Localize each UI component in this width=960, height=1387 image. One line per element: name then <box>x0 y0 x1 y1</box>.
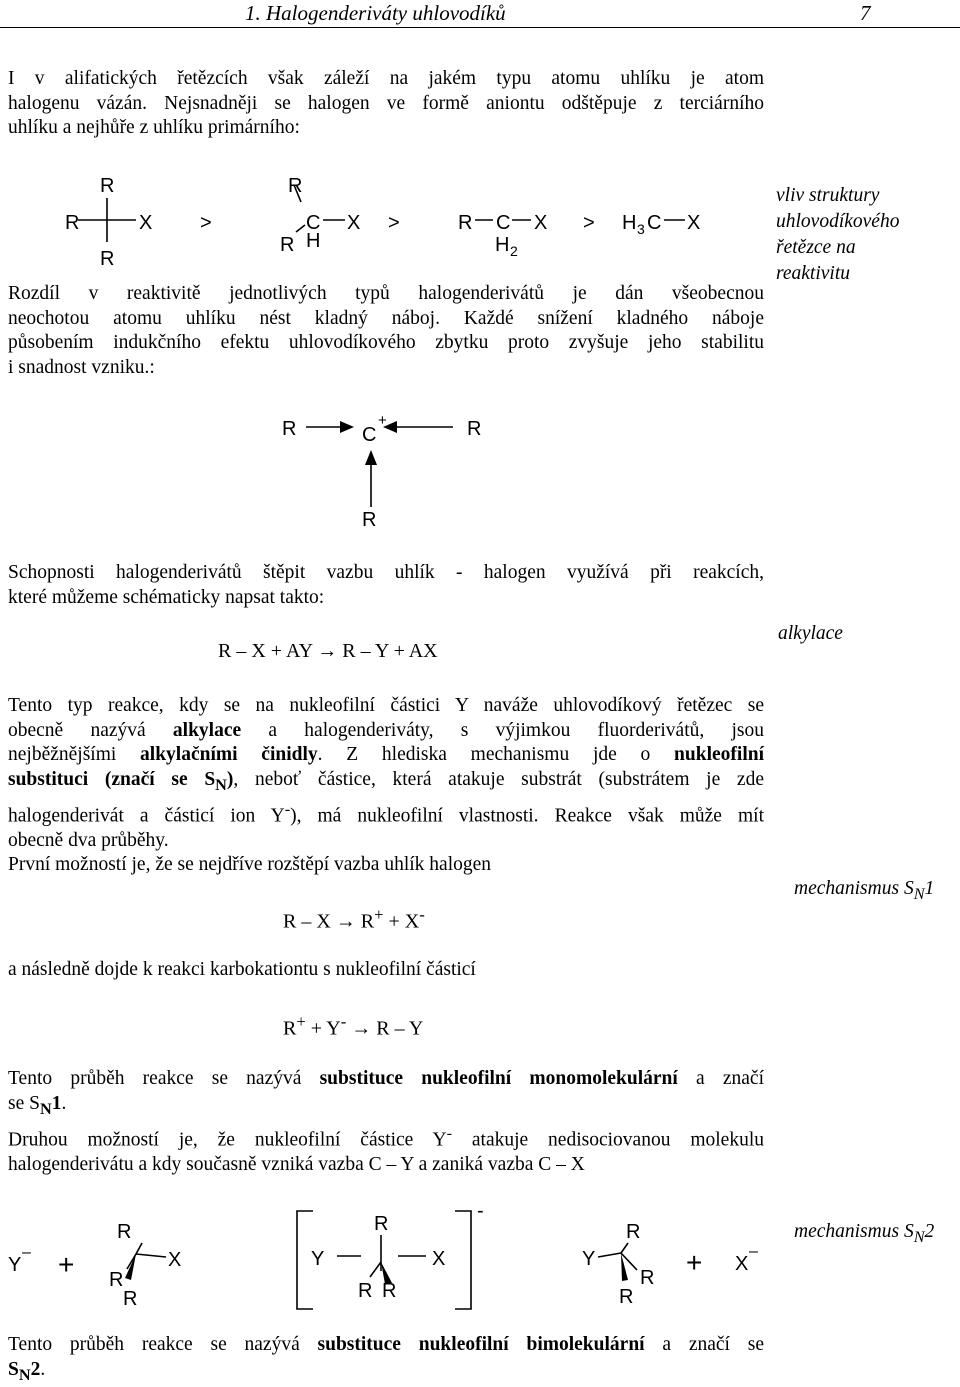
atom-R: R <box>467 418 482 440</box>
transition-state-charge: - <box>477 1205 484 1222</box>
text-line <box>8 768 764 797</box>
term-alkylating-agents: alkylačními činidly <box>140 744 318 765</box>
text-span: a značí se <box>644 1334 764 1355</box>
text-span: atakuje nedisociovanou molekulu <box>452 1129 764 1151</box>
margin-note-line: vliv struktury <box>776 185 880 206</box>
text-line: Rozdíl v reaktivitě jednotlivých typů halogenderivátů je dán všeobecnou <box>8 283 764 304</box>
text-span: a halogenderiváty, s výjimkou fluorderivátů, jsou <box>241 719 764 741</box>
text-line <box>8 743 764 768</box>
text-span: . <box>61 1092 67 1114</box>
text-span: → R – Y <box>346 1017 424 1040</box>
margin-note-line: reaktivitu <box>776 263 851 284</box>
text-span: mechanismus S <box>794 878 914 899</box>
subscript-2: 2 <box>510 243 518 259</box>
atom-R: R <box>358 1280 373 1302</box>
ionization-equation <box>283 905 425 934</box>
text-span: + Y <box>305 1017 341 1040</box>
atom-R: R <box>640 1267 655 1289</box>
text-line: působením indukčního efektu uhlovodíkového zbytku proto zvyšuje jeho stabilitu <box>8 332 764 353</box>
atom-X: X <box>432 1248 446 1270</box>
superscript-minus: – <box>749 1243 758 1260</box>
header-rule <box>0 27 960 28</box>
margin-note-sn1 <box>794 876 934 907</box>
reactivity-order-scheme <box>50 168 730 278</box>
nucleophile-Y: Y <box>311 1248 325 1270</box>
text-span: obecně nazývá <box>8 719 173 741</box>
atom-R: R <box>374 1213 389 1235</box>
margin-note-line: řetězce na <box>776 237 856 258</box>
text-span: substituci (značí se S <box>8 768 216 790</box>
text-span: ), má nukleofilní vlastnosti. Reakce však může mít <box>290 805 764 827</box>
atom-R: R <box>123 1288 138 1310</box>
term-sn2: substituce nukleofilní bimolekulární <box>317 1334 645 1355</box>
page-number: 7 <box>860 1 871 25</box>
text-line <box>8 719 764 744</box>
paragraph-sn1-definition <box>8 1067 764 1177</box>
text-span: , neboť částice, která atakuje substrát (substrátem je zde <box>233 768 764 790</box>
margin-note-structure <box>776 183 899 287</box>
text-line: I v alifatických řetězcích však záleží na jakém typu atomu uhlíku je atom <box>8 68 764 89</box>
carbocation-equation <box>283 1012 423 1041</box>
text-line: a následně dojde k reakci karbokationtu s nukleofilní částicí <box>8 959 476 980</box>
atom-R: R <box>458 212 473 234</box>
atom-R: R <box>280 234 295 256</box>
superscript-minus: – <box>22 1244 31 1261</box>
atom-X: X <box>534 212 548 234</box>
atom-H: H <box>306 230 321 252</box>
text-span: R <box>283 1017 297 1040</box>
margin-note-line: uhlovodíkového <box>776 211 900 232</box>
subscript-3: 3 <box>637 221 645 237</box>
atom-R: R <box>626 1221 641 1243</box>
subscript-N: N <box>913 1227 925 1246</box>
atom-H: H <box>622 212 637 234</box>
paragraph-carbocation-reaction <box>8 958 764 983</box>
atom-X: X <box>347 212 361 234</box>
superscript-plus: + <box>296 1012 306 1031</box>
text-line: Schopnosti halogenderivátů štěpit vazbu uhlík - halogen využívá při reakcích, <box>8 562 764 583</box>
margin-note-sn2 <box>794 1219 934 1250</box>
carbocation-inductive-scheme <box>270 405 500 535</box>
subscript-N: N <box>18 1365 31 1384</box>
superscript-minus: - <box>340 1012 347 1031</box>
leaving-group-X: X <box>735 1253 749 1275</box>
superscript-plus: + <box>374 905 384 924</box>
text-span: + X <box>383 910 420 933</box>
text-line: Tento typ reakce, kdy se na nukleofilní částici Y naváže uhlovodíkový řetězec se <box>8 695 764 716</box>
text-line: uhlíku a nejhůře z uhlíku primárního: <box>8 117 300 138</box>
text-line: halogenu vázán. Nejsnadněji se halogen ve formě aniontu odštěpuje z terciárního <box>8 92 764 114</box>
symbol-sn2 <box>8 1358 41 1384</box>
atom-R: R <box>288 175 303 197</box>
text-span: R – X → R <box>283 910 375 933</box>
greater-than: > <box>583 212 595 234</box>
text-span: 2 <box>30 1358 41 1380</box>
text-line <box>8 1121 764 1153</box>
atom-X: X <box>687 212 701 234</box>
term-alkylace: alkylace <box>172 719 242 741</box>
text-span: se S <box>8 1092 40 1114</box>
term-sn1: substituce nukleofilní monomolekulární <box>319 1068 678 1089</box>
atom-C: C <box>362 424 377 446</box>
atom-H: H <box>495 234 510 256</box>
text-span: nejběžnějšími <box>8 744 141 765</box>
text-span: a značí <box>677 1068 764 1089</box>
text-span: . <box>40 1358 46 1380</box>
atom-Y: Y <box>582 1248 596 1270</box>
text-span: mechanismus S <box>794 1221 914 1242</box>
text-line: neochotou atomu uhlíku nést kladný náboj. Každé snížení kladného náboje <box>8 307 764 329</box>
paragraph-sn2-definition <box>8 1333 764 1387</box>
symbol-sn1 <box>39 1092 62 1118</box>
header-title: 1. Halogenderiváty uhlovodíků <box>245 1 506 25</box>
margin-note-alkylation: alkylace <box>778 623 843 644</box>
atom-C: C <box>647 212 662 234</box>
subscript-N: N <box>913 884 925 903</box>
text-span: Tento průběh reakce se nazývá <box>8 1068 320 1089</box>
text-line <box>8 1092 764 1121</box>
alkylation-equation: R – X + AY → R – Y + AX <box>218 640 438 662</box>
text-line <box>8 1358 764 1387</box>
atom-R: R <box>65 212 80 234</box>
text-span: 1 <box>924 878 935 899</box>
atom-C: C <box>496 212 511 234</box>
text-line: které můžeme schématicky napsat takto: <box>8 586 325 608</box>
atom-R: R <box>619 1286 634 1308</box>
text-span: ) <box>226 768 234 790</box>
atom-R: R <box>382 1280 397 1302</box>
text-span: halogenderivát a částicí ion Y <box>8 805 285 827</box>
subscript-N: N <box>39 1099 52 1118</box>
superscript-minus: - <box>446 1123 452 1142</box>
sn2-mechanism-scheme <box>0 1205 790 1315</box>
text-span: 2 <box>924 1221 935 1242</box>
atom-R: R <box>362 509 377 531</box>
text-line: halogenderivátu a kdy současně vzniká vazba C – Y a zaniká vazba C – X <box>8 1153 585 1175</box>
text-span: . Z hlediska mechanismu jde o <box>317 744 675 765</box>
atom-R: R <box>282 418 297 440</box>
greater-than: > <box>200 212 212 234</box>
plus-sign: + <box>686 1247 703 1278</box>
atom-X: X <box>139 212 153 234</box>
subscript-N: N <box>215 775 227 794</box>
atom-R: R <box>109 1269 124 1291</box>
text-span: 1 <box>51 1092 62 1114</box>
paragraph-charge-stability <box>8 282 764 380</box>
paragraph-nucleophilic-substitution <box>8 694 764 878</box>
atom-X: X <box>168 1249 182 1271</box>
atom-C: C <box>306 212 321 234</box>
superscript-minus: - <box>419 905 425 924</box>
plus-sign: + <box>58 1249 75 1280</box>
atom-R: R <box>117 1221 132 1243</box>
atom-R: R <box>100 175 115 197</box>
term-nucleophilic: nukleofilní <box>674 744 764 765</box>
text-span: S <box>8 1358 19 1380</box>
text-line: obecně dva průběhy. <box>8 829 169 851</box>
page-header <box>0 0 960 30</box>
text-line <box>8 1333 764 1358</box>
text-span: Druhou možností je, že nukleofilní částice Y <box>8 1129 447 1151</box>
term-substitution <box>8 768 234 794</box>
text-line <box>8 797 764 829</box>
text-line: První možností je, že se nejdříve rozštěpí vazba uhlík halogen <box>8 854 492 876</box>
text-line: i snadnost vzniku.: <box>8 356 155 378</box>
paragraph-halogen-reactivity <box>8 67 764 141</box>
positive-charge: + <box>378 412 387 429</box>
greater-than: > <box>388 212 400 234</box>
nucleophile-Y: Y <box>8 1254 22 1276</box>
paragraph-cleavage <box>8 561 764 610</box>
atom-R: R <box>100 248 115 270</box>
text-span: Tento průběh reakce se nazývá <box>8 1334 318 1355</box>
superscript-minus: - <box>284 799 291 818</box>
text-line <box>8 1067 764 1092</box>
